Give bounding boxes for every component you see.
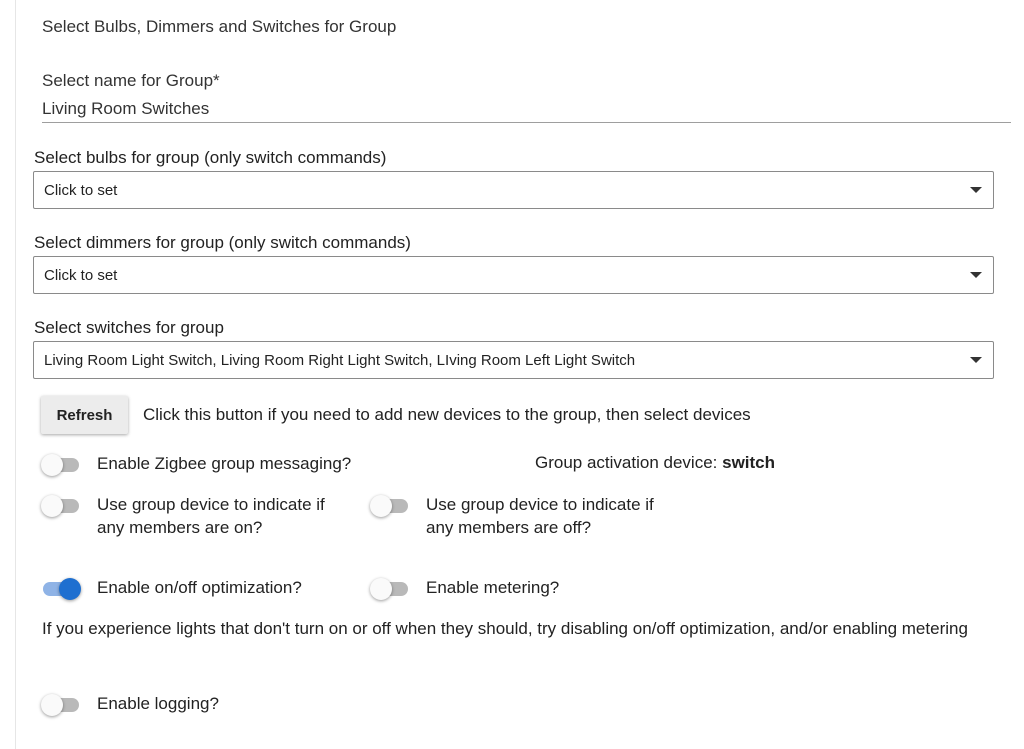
toggle-thumb [41, 495, 63, 517]
logging-toggle[interactable] [41, 694, 81, 716]
switches-select[interactable] [33, 341, 994, 379]
dimmers-select-value: Click to set [44, 267, 118, 284]
chevron-down-icon [970, 357, 982, 363]
bulbs-select[interactable] [33, 171, 994, 209]
switches-select-label: Select switches for group [34, 318, 224, 337]
activation-label: Group activation device: [535, 453, 718, 472]
group-activation-device [535, 453, 775, 473]
dimmers-select-label: Select dimmers for group (only switch commands) [34, 233, 411, 252]
indicate-off-label [426, 493, 654, 539]
zigbee-messaging-label: Enable Zigbee group messaging? [97, 454, 352, 473]
indicate-on-label-line2: any members are on? [97, 518, 263, 537]
toggle-thumb [370, 578, 392, 600]
zigbee-messaging-toggle[interactable] [41, 454, 81, 476]
activation-value: switch [722, 453, 776, 472]
chevron-down-icon [970, 187, 982, 193]
chevron-down-icon [970, 272, 982, 278]
toggle-thumb [59, 578, 81, 600]
dimmers-select[interactable] [33, 256, 994, 294]
indicate-on-toggle[interactable] [41, 495, 81, 517]
metering-label: Enable metering? [426, 578, 560, 597]
switches-select-value: Living Room Light Switch, Living Room Right Light Switch, LIving Room Left Light Switch [44, 352, 636, 369]
bulbs-select-label: Select bulbs for group (only switch commands) [34, 148, 387, 167]
toggle-thumb [41, 454, 63, 476]
section-title: Select Bulbs, Dimmers and Switches for Group [42, 17, 397, 36]
indicate-on-label-line1: Use group device to indicate if [97, 495, 325, 514]
optimization-label: Enable on/off optimization? [97, 578, 302, 597]
group-name-input[interactable] [42, 96, 1011, 123]
toggle-thumb [370, 495, 392, 517]
indicate-off-label-line2: any members are off? [426, 518, 592, 537]
bulbs-select-value: Click to set [44, 182, 118, 199]
logging-label: Enable logging? [97, 694, 219, 713]
group-name-label: Select name for Group* [42, 71, 220, 90]
optimization-help-text: If you experience lights that don't turn on or off when they should, try disabling on/off optimization, and/or enabling metering [42, 619, 968, 638]
toggle-thumb [41, 694, 63, 716]
indicate-off-label-line1: Use group device to indicate if [426, 495, 654, 514]
optimization-toggle[interactable] [41, 578, 81, 600]
metering-toggle[interactable] [370, 578, 410, 600]
indicate-off-toggle[interactable] [370, 495, 410, 517]
indicate-on-label [97, 493, 325, 539]
left-divider [15, 0, 16, 749]
refresh-help-text: Click this button if you need to add new devices to the group, then select devices [143, 405, 751, 424]
refresh-button[interactable]: Refresh [41, 396, 128, 434]
